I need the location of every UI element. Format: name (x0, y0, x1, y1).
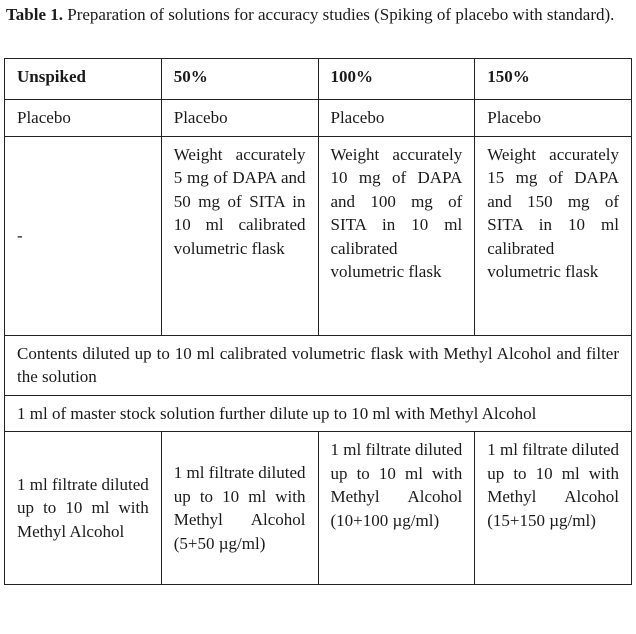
table-caption-label: Table 1. (6, 5, 64, 24)
header-cell: Unspiked (5, 59, 162, 100)
table-header-row (5, 59, 632, 100)
table-cell: Placebo (318, 100, 475, 137)
table-row (5, 335, 632, 395)
table-cell: Weight accurately 5 mg of DAPA and 50 mg of SITA in 10 ml calibrated volumetric flask (161, 136, 318, 335)
header-cell: 150% (475, 59, 632, 100)
table-cell: 1 ml filtrate diluted up to 10 ml with Methyl Alcohol (10+100 µg/ml) (318, 432, 475, 585)
table-cell: Weight accurately 15 mg of DAPA and 150 mg of SITA in 10 ml calibrated volumetric flask (475, 136, 632, 335)
table-row (5, 395, 632, 432)
accuracy-solutions-table (4, 58, 632, 585)
header-cell: 100% (318, 59, 475, 100)
table-caption (6, 3, 630, 26)
table-row (5, 432, 632, 585)
table-cell: Placebo (161, 100, 318, 137)
table-cell-spanning: 1 ml of master stock solution further dilute up to 10 ml with Methyl Alcohol (5, 395, 632, 432)
table-cell: Placebo (5, 100, 162, 137)
table-cell: 1 ml filtrate diluted up to 10 ml with Methyl Alcohol (5, 432, 162, 585)
table-cell: 1 ml filtrate diluted up to 10 ml with Methyl Alcohol (5+50 µg/ml) (161, 432, 318, 585)
table-cell: Placebo (475, 100, 632, 137)
table-row (5, 100, 632, 137)
table-cell: - (5, 136, 162, 335)
table-caption-text: Preparation of solutions for accuracy studies (Spiking of placebo with standard). (63, 5, 615, 24)
table-row (5, 136, 632, 335)
table-cell: 1 ml filtrate diluted up to 10 ml with Methyl Alcohol (15+150 µg/ml) (475, 432, 632, 585)
table-cell: Weight accurately 10 mg of DAPA and 100 mg of SITA in 10 ml calibrated volumetric flask (318, 136, 475, 335)
header-cell: 50% (161, 59, 318, 100)
table-cell-spanning: Contents diluted up to 10 ml calibrated volumetric flask with Methyl Alcohol and filter the solution (5, 335, 632, 395)
